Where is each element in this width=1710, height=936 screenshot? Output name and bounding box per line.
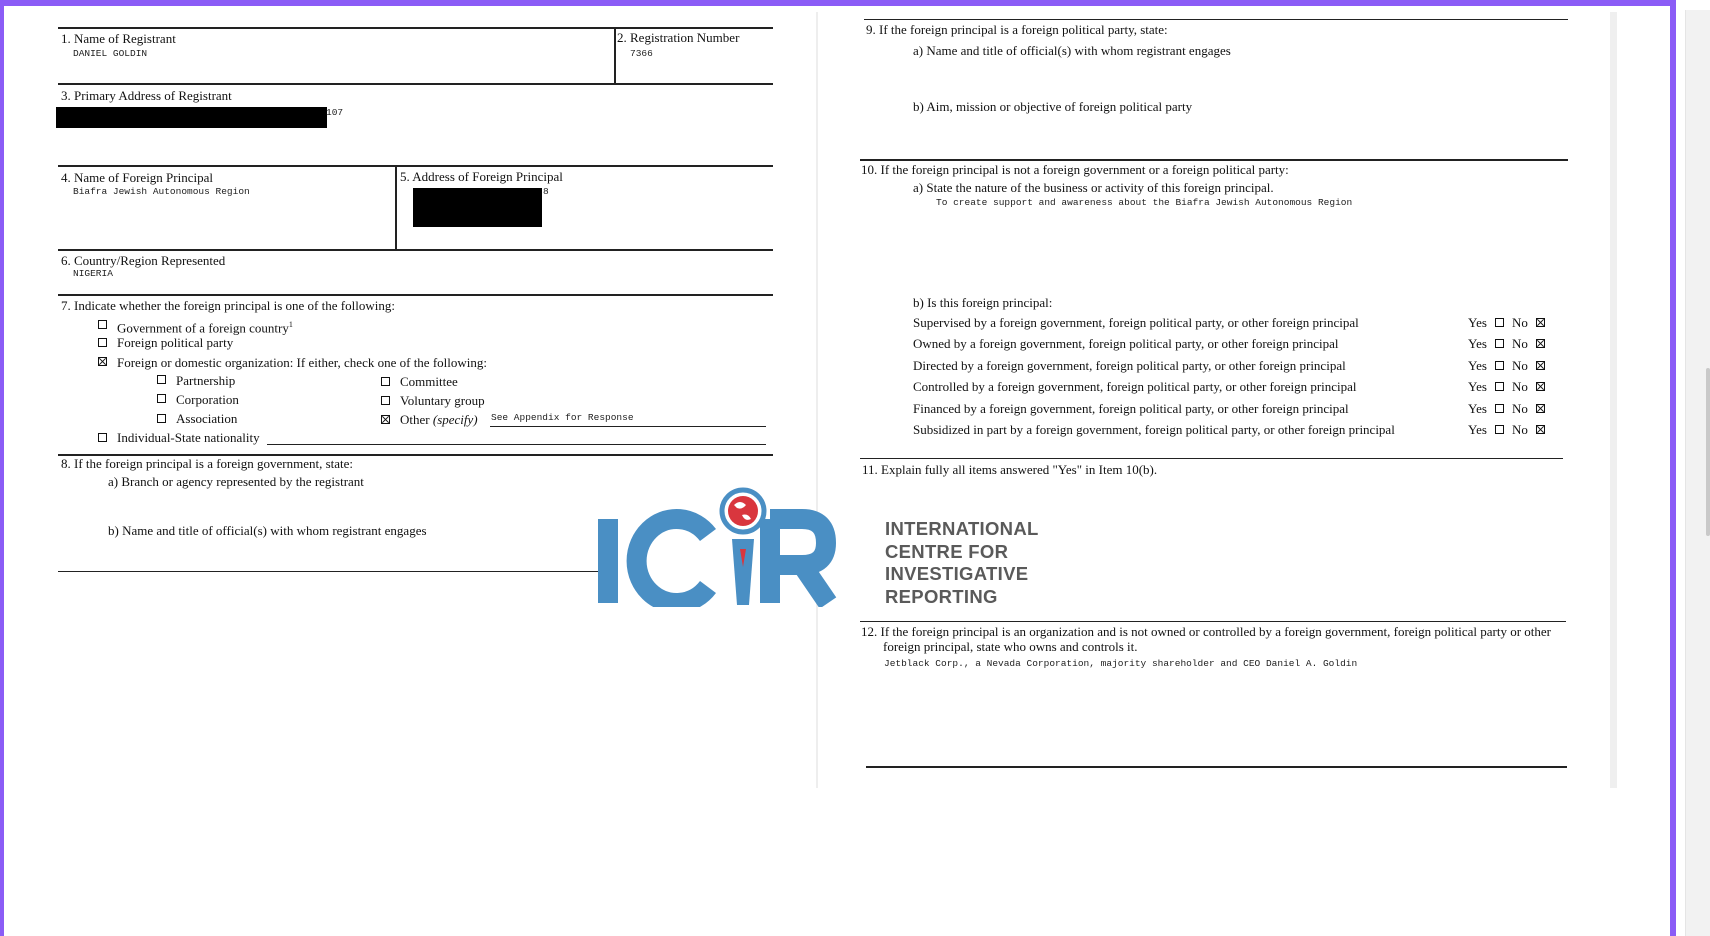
checkbox-voluntary-group[interactable]	[381, 396, 390, 405]
globe-icon	[728, 496, 758, 526]
item6-label: 6. Country/Region Represented	[61, 253, 226, 268]
option-partnership: Partnership	[176, 373, 236, 388]
checkbox-no[interactable]	[1536, 382, 1545, 391]
checkbox-yes[interactable]	[1495, 425, 1504, 434]
principal-address-tail: 8	[543, 186, 549, 197]
country-represented: NIGERIA	[73, 268, 113, 279]
item9b-label: b) Aim, mission or objective of foreign political party	[913, 99, 1193, 114]
question-text: Supervised by a foreign government, foreign political party, or other foreign principal	[913, 315, 1359, 330]
option-individual: Individual-State nationality	[117, 430, 260, 445]
address-tail: 107	[326, 107, 344, 118]
yes-label: Yes	[1468, 401, 1487, 416]
item8a-label: a) Branch or agency represented by the registrant	[108, 474, 364, 489]
item4-label: 4. Name of Foreign Principal	[61, 170, 213, 185]
registrant-name: DANIEL GOLDIN	[73, 48, 148, 59]
logo-letter-r	[770, 519, 828, 603]
logo-line: CENTRE FOR	[885, 540, 1009, 562]
option-voluntary-group: Voluntary group	[400, 393, 485, 408]
page-divider	[816, 12, 818, 788]
other-specify-value: See Appendix for Response	[491, 412, 634, 423]
item7-label: 7. Indicate whether the foreign principal is one of the following:	[61, 298, 395, 313]
item12-label-line1: 12. If the foreign principal is an organization and is not owned or controlled by a foreign government, foreign political party or other	[861, 624, 1552, 639]
logo-line: INVESTIGATIVE	[885, 563, 1029, 584]
logo-line: REPORTING	[885, 585, 998, 607]
redaction-bar	[56, 107, 327, 128]
checkbox-yes[interactable]	[1495, 318, 1504, 327]
item10b-label: b) Is this foreign principal:	[913, 295, 1053, 310]
item12-label-line2: foreign principal, state who owns and controls it.	[883, 639, 1138, 654]
question-text: Financed by a foreign government, foreign political party, or other foreign principal	[913, 401, 1349, 416]
checkbox-individual[interactable]	[98, 433, 107, 442]
checkbox-partnership[interactable]	[157, 375, 166, 384]
rule	[860, 621, 1566, 622]
yes-label: Yes	[1468, 315, 1487, 330]
checkbox-no[interactable]	[1536, 318, 1545, 327]
item3-label: 3. Primary Address of Registrant	[61, 88, 232, 103]
rule	[395, 165, 397, 250]
item8-label: 8. If the foreign principal is a foreign government, state:	[61, 456, 354, 471]
option-foreign-government: Government of a foreign country$^1$	[117, 320, 293, 336]
question-text: Controlled by a foreign government, foreign political party, or other foreign principal	[913, 379, 1357, 394]
logo-line: INTERNATIONAL	[885, 518, 1039, 539]
registration-number: 7366	[630, 48, 653, 59]
rule	[58, 571, 618, 572]
yes-label: Yes	[1468, 336, 1487, 351]
checkbox-other[interactable]	[381, 415, 390, 424]
question-text: Subsidized in part by a foreign government, foreign political party, or other foreign principal	[913, 422, 1395, 437]
checkbox-organization[interactable]	[98, 357, 107, 366]
owner-value: Jetblack Corp., a Nevada Corporation, majority shareholder and CEO Daniel A. Goldin	[884, 658, 1358, 669]
checkbox-no[interactable]	[1536, 404, 1545, 413]
rule	[866, 766, 1567, 768]
rule	[864, 19, 1568, 20]
page-edge	[1610, 12, 1617, 788]
rule	[58, 83, 773, 85]
no-label: No	[1512, 422, 1528, 437]
fill-line	[490, 426, 766, 427]
rule	[58, 294, 773, 296]
checkbox-association[interactable]	[157, 414, 166, 423]
logo-pen-body	[732, 539, 754, 605]
business-nature-value: To create support and awareness about the Biafra Jewish Autonomous Region	[936, 197, 1353, 208]
checkbox-committee[interactable]	[381, 377, 390, 386]
rule	[58, 165, 773, 167]
yes-label: Yes	[1468, 358, 1487, 373]
rule	[860, 458, 1563, 459]
foreign-principal-name: Biafra Jewish Autonomous Region	[73, 186, 250, 197]
item9-label: 9. If the foreign principal is a foreign political party, state:	[866, 22, 1168, 37]
item11-label: 11. Explain fully all items answered "Yes" in Item 10(b).	[862, 462, 1158, 477]
option-corporation: Corporation	[176, 392, 239, 407]
item10a-label: a) State the nature of the business or activity of this foreign principal.	[913, 180, 1274, 195]
item2-label: 2. Registration Number	[617, 30, 740, 45]
no-label: No	[1512, 315, 1528, 330]
item5-label: 5. Address of Foreign Principal	[400, 169, 563, 184]
no-label: No	[1512, 336, 1528, 351]
item9a-label: a) Name and title of official(s) with whom registrant engages	[913, 43, 1231, 58]
question-text: Owned by a foreign government, foreign political party, or other foreign principal	[913, 336, 1339, 351]
item10-label: 10. If the foreign principal is not a foreign government or a foreign political party:	[861, 162, 1289, 177]
rule	[614, 27, 616, 84]
fill-line	[267, 444, 766, 445]
no-label: No	[1512, 358, 1528, 373]
rule	[58, 249, 773, 251]
logo-wordmark	[885, 518, 1039, 608]
logo-letter-c	[637, 519, 708, 603]
checkbox-yes[interactable]	[1495, 382, 1504, 391]
redaction-bar	[413, 188, 542, 227]
option-foreign-political-party: Foreign political party	[117, 335, 234, 350]
option-other: Other (specify)	[400, 412, 478, 427]
rule	[58, 27, 773, 29]
yes-label: Yes	[1468, 379, 1487, 394]
rule	[860, 159, 1568, 161]
option-organization: Foreign or domestic organization: If either, check one of the following:	[117, 355, 487, 370]
checkbox-foreign-political-party[interactable]	[98, 338, 107, 347]
question-text: Directed by a foreign government, foreign political party, or other foreign principal	[913, 358, 1346, 373]
yes-label: Yes	[1468, 422, 1487, 437]
option-committee: Committee	[400, 374, 458, 389]
checkbox-corporation[interactable]	[157, 394, 166, 403]
item1-label: 1. Name of Registrant	[61, 31, 176, 46]
logo-letter-i	[598, 519, 618, 603]
no-label: No	[1512, 401, 1528, 416]
checkbox-yes[interactable]	[1495, 361, 1504, 370]
no-label: No	[1512, 379, 1528, 394]
checkbox-foreign-government[interactable]	[98, 320, 107, 329]
checkbox-no[interactable]	[1536, 339, 1545, 348]
scrollbar-thumb[interactable]	[1706, 368, 1710, 536]
checkbox-yes[interactable]	[1495, 339, 1504, 348]
checkbox-no[interactable]	[1536, 361, 1545, 370]
checkbox-yes[interactable]	[1495, 404, 1504, 413]
checkbox-no[interactable]	[1536, 425, 1545, 434]
option-association: Association	[176, 411, 238, 426]
item8b-label: b) Name and title of official(s) with whom registrant engages	[108, 523, 427, 538]
